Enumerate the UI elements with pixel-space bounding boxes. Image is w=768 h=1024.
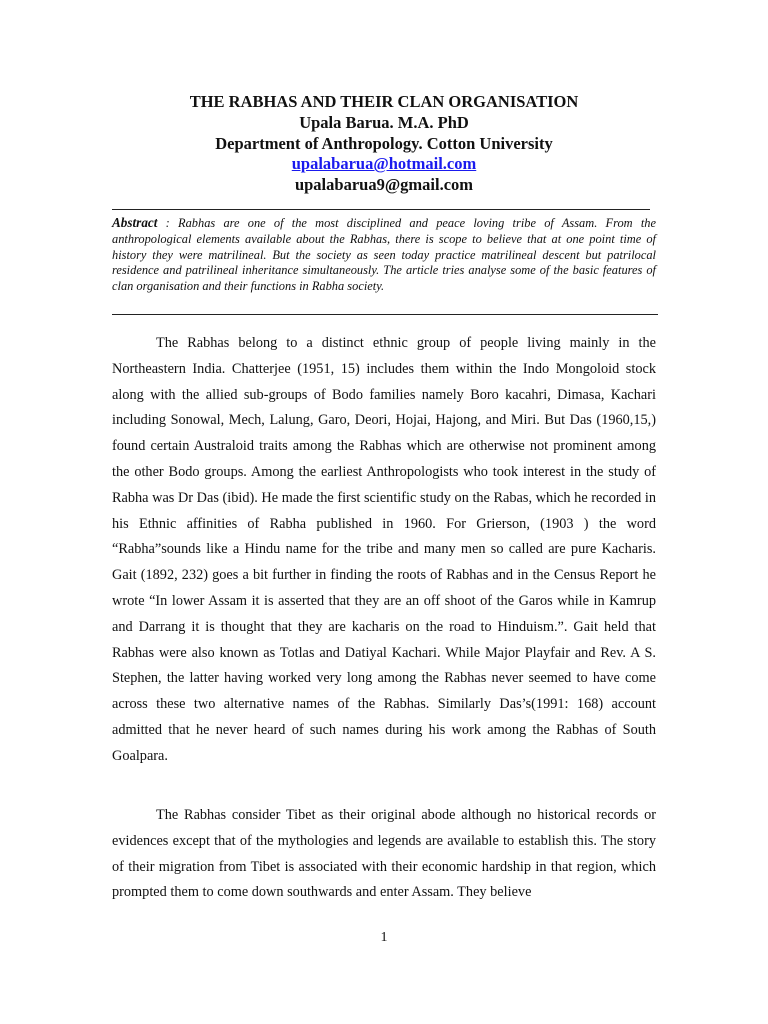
author-name: Upala Barua. M.A. PhD [299,112,469,132]
body-paragraph-2: The Rabhas consider Tibet as their original abode although no historical records or evidences except that of the mythologies and legends are available to establish this. The story of their migration from Tibet is associated with their economic hardship in that region, which prompted them to come down southwards and enter Assam. They believe [112,807,656,901]
abstract-bottom-rule [112,314,658,315]
email-link-primary[interactable]: upalabarua@hotmail.com [291,154,477,174]
paper-header [0,92,768,196]
abstract-text: : Rabhas are one of the most disciplined and peace loving tribe of Assam. From the anthropological elements available about the Rabhas, there is scope to believe that at one point time of history they were matrilineal. But the society as seen today practice matrilineal descent but patrilocal residence and patrilineal inheritance simultaneously. The article tries analyse some of the basic features of clan organisation and their functions in Rabha society. [112,216,656,294]
page-number: 1 [380,930,388,945]
abstract-label: Abstract [112,215,158,230]
email-secondary: upalabarua9@gmail.com [294,175,474,195]
abstract-top-rule [112,209,650,210]
body-paragraph-1: The Rabhas belong to a distinct ethnic group of people living mainly in the Northeastern India. Chatterjee (1951, 15) includes them within the Indo Mongoloid stock along with the allied sub-groups of Bodo families namely Boro kacahri, Dimasa, Kachari including Sonowal, Mech, Lalung, Garo, Deori, Hojai, Hajong, and Miri. But Das (1960,15,) found certain Australoid traits among the Rabhas which are otherwise not prominent among the other Bodo groups. Among the earliest Anthropologists who took interest in the study of Rabha was Dr Das (ibid). He made the first scientific study on the Rabas, which he recorded in his Ethnic affinities of Rabha published in 1960. For Grierson, (1903 ) the word “Rabha”sounds like a Hindu name for the tribe and many men so called are pure Kacharis. Gait (1892, 232) goes a bit further in finding the roots of Rabhas and in the Census Report he wrote “In lower Assam it is asserted that they are an off shoot of the Garos while in Kamrup and Darrang it is thought that they are kacharis on the road to Hinduism.”. Gait held that Rabhas were also known as Totlas and Datiyal Kachari. While Major Playfair and Rev. A S. Stephen, the latter having worked very long among the Rabhas never seemed to have come across these two alternative names of the Rabhas. Similarly Das’s(1991: 168) account admitted that he never heard of such names during his work among the Rabhas of South Goalpara. [112,335,656,764]
paper-title: THE RABHAS AND THEIR CLAN ORGANISATION [189,92,579,111]
author-affiliation: Department of Anthropology. Cotton University [215,133,553,153]
abstract-block [112,215,656,295]
